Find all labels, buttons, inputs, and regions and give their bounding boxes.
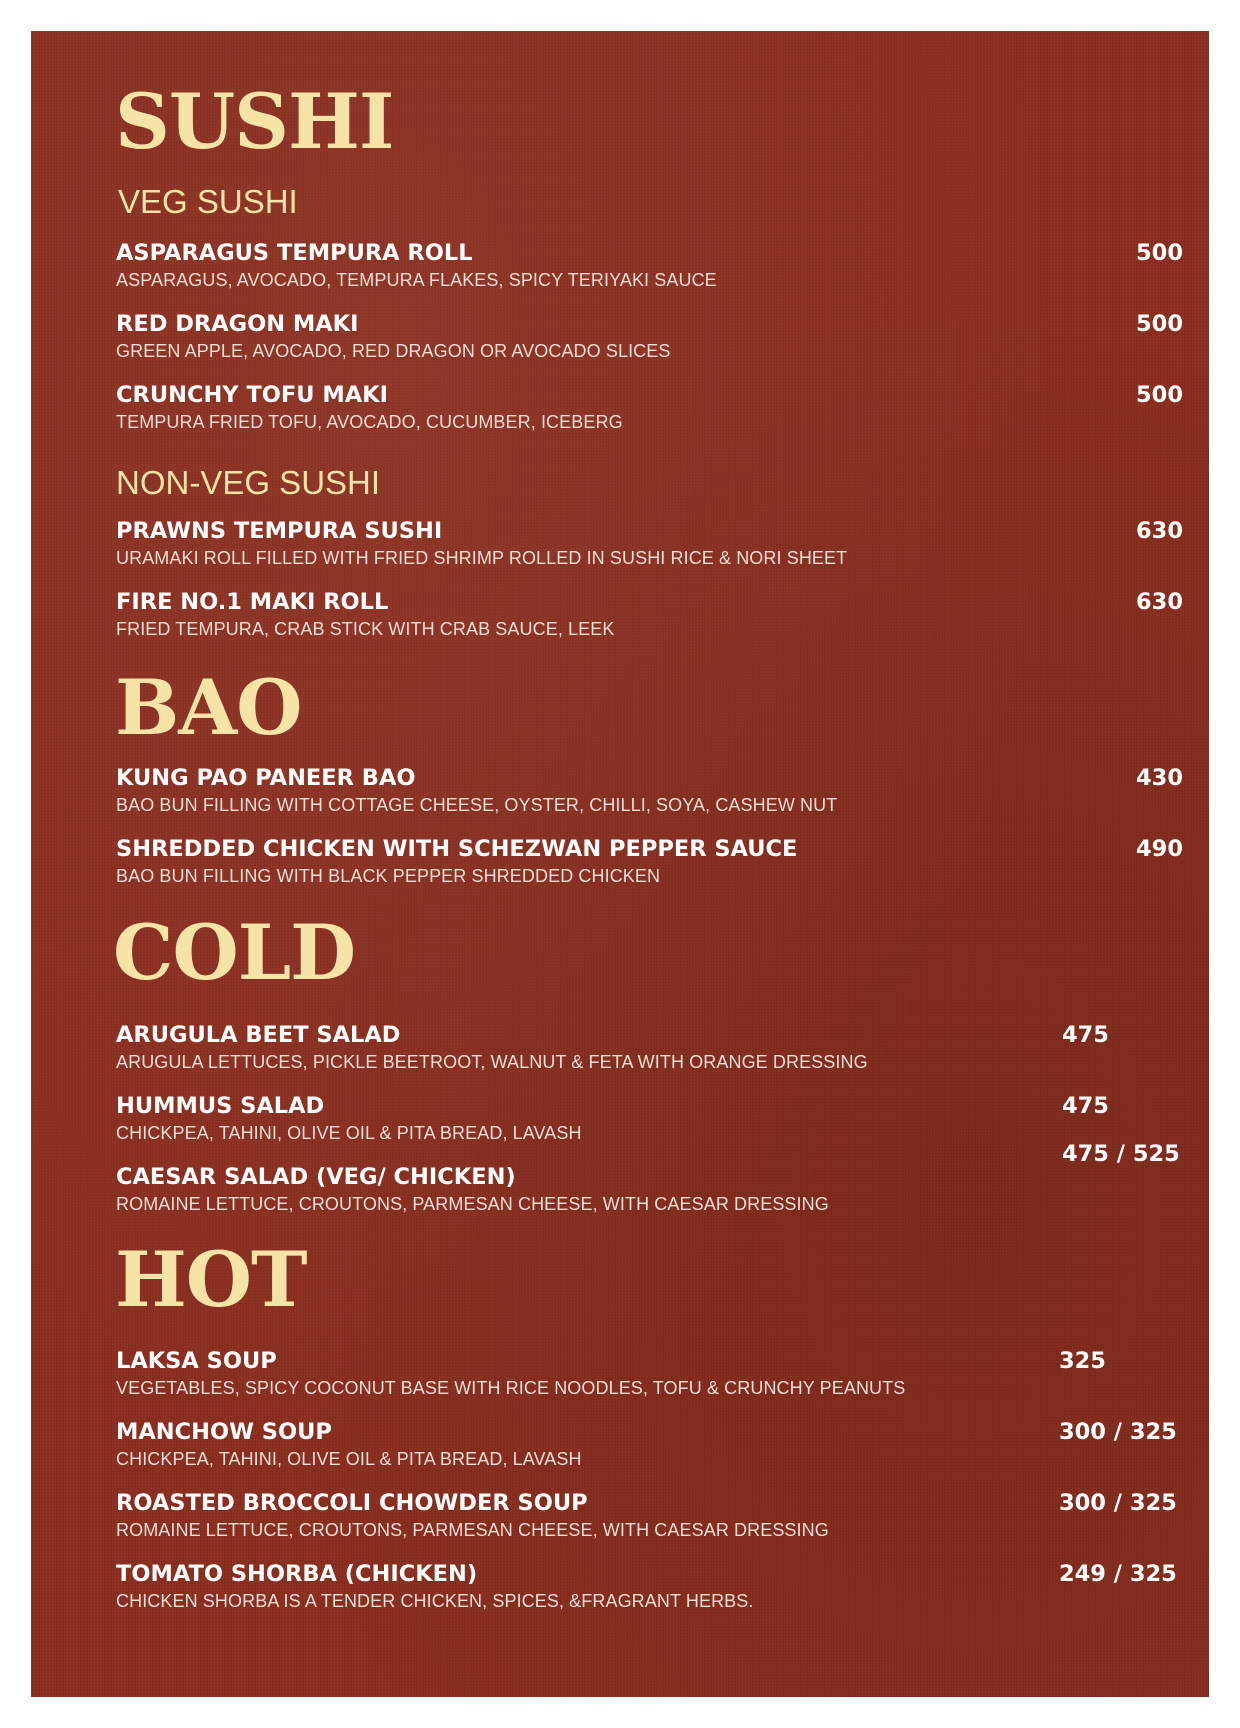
menu-item-price: 500 (1136, 382, 1183, 408)
menu-item-price: 300 / 325 (1059, 1490, 1177, 1516)
menu-item-name: LAKSA SOUP (116, 1348, 277, 1374)
menu-item-price: 249 / 325 (1059, 1561, 1177, 1587)
menu-item-price: 490 (1136, 836, 1183, 862)
menu-item-price: 475 / 525 (1062, 1141, 1180, 1167)
menu-item-description: TEMPURA FRIED TOFU, AVOCADO, CUCUMBER, ICEBERG (116, 412, 623, 432)
menu-item-description: VEGETABLES, SPICY COCONUT BASE WITH RICE NOODLES, TOFU & CRUNCHY PEANUTS (116, 1378, 906, 1398)
menu-item-description: BAO BUN FILLING WITH BLACK PEPPER SHREDDED CHICKEN (116, 866, 661, 886)
menu-item-name: MANCHOW SOUP (116, 1419, 332, 1445)
menu-item-name: ROASTED BROCCOLI CHOWDER SOUP (116, 1490, 588, 1516)
section-title-hot: HOT (115, 1235, 307, 1324)
menu-item-name: HUMMUS SALAD (116, 1093, 325, 1119)
menu-item-name: SHREDDED CHICKEN WITH SCHEZWAN PEPPER SAUCE (116, 836, 798, 862)
menu-item-description: BAO BUN FILLING WITH COTTAGE CHEESE, OYSTER, CHILLI, SOYA, CASHEW NUT (116, 795, 838, 815)
menu-item-name: ASPARAGUS TEMPURA ROLL (116, 240, 473, 266)
section-title-cold: COLD (113, 908, 356, 997)
menu-item-description: CHICKPEA, TAHINI, OLIVE OIL & PITA BREAD, LAVASH (116, 1449, 582, 1469)
menu-item-description: ARUGULA LETTUCES, PICKLE BEETROOT, WALNUT & FETA WITH ORANGE DRESSING (116, 1052, 868, 1072)
menu-item-description: CHICKEN SHORBA IS A TENDER CHICKEN, SPICES, &FRAGRANT HERBS. (116, 1591, 754, 1611)
menu-item-name: FIRE NO.1 MAKI ROLL (116, 589, 389, 615)
subsection-title-nonveg-sushi: NON-VEG SUSHI (116, 464, 381, 501)
menu-item-name: TOMATO SHORBA (CHICKEN) (116, 1561, 478, 1587)
menu-item-name: RED DRAGON MAKI (116, 311, 359, 337)
menu-item-price: 300 / 325 (1059, 1419, 1177, 1445)
menu-item-description: ROMAINE LETTUCE, CROUTONS, PARMESAN CHEESE, WITH CAESAR DRESSING (116, 1194, 829, 1214)
menu-item-description: GREEN APPLE, AVOCADO, RED DRAGON OR AVOCADO SLICES (116, 341, 671, 361)
menu-item-description: ROMAINE LETTUCE, CROUTONS, PARMESAN CHEESE, WITH CAESAR DRESSING (116, 1520, 829, 1540)
menu-item-price: 430 (1136, 765, 1183, 791)
menu-item-price: 500 (1136, 240, 1183, 266)
section-title-bao: BAO (115, 663, 302, 752)
menu-item-price: 475 (1062, 1093, 1109, 1119)
menu-item-price: 630 (1136, 518, 1183, 544)
menu-item-description: ASPARAGUS, AVOCADO, TEMPURA FLAKES, SPICY TERIYAKI SAUCE (116, 270, 717, 290)
menu-item-price: 325 (1059, 1348, 1106, 1374)
menu-item-price: 475 (1062, 1022, 1109, 1048)
menu-item-price: 500 (1136, 311, 1183, 337)
menu-item-price: 630 (1136, 589, 1183, 615)
menu-item-description: FRIED TEMPURA, CRAB STICK WITH CRAB SAUCE, LEEK (116, 619, 615, 639)
menu-item-name: ARUGULA BEET SALAD (116, 1022, 401, 1048)
section-title-sushi: SUSHI (115, 77, 394, 166)
menu-item-name: CAESAR SALAD (VEG/ CHICKEN) (116, 1164, 516, 1190)
menu-item-name: KUNG PAO PANEER BAO (116, 765, 416, 791)
menu-item-description: URAMAKI ROLL FILLED WITH FRIED SHRIMP ROLLED IN SUSHI RICE & NORI SHEET (116, 548, 848, 568)
subsection-title-veg-sushi: VEG SUSHI (118, 183, 298, 220)
menu-item-name: PRAWNS TEMPURA SUSHI (116, 518, 443, 544)
menu-item-description: CHICKPEA, TAHINI, OLIVE OIL & PITA BREAD, LAVASH (116, 1123, 582, 1143)
menu-item-name: CRUNCHY TOFU MAKI (116, 382, 388, 408)
